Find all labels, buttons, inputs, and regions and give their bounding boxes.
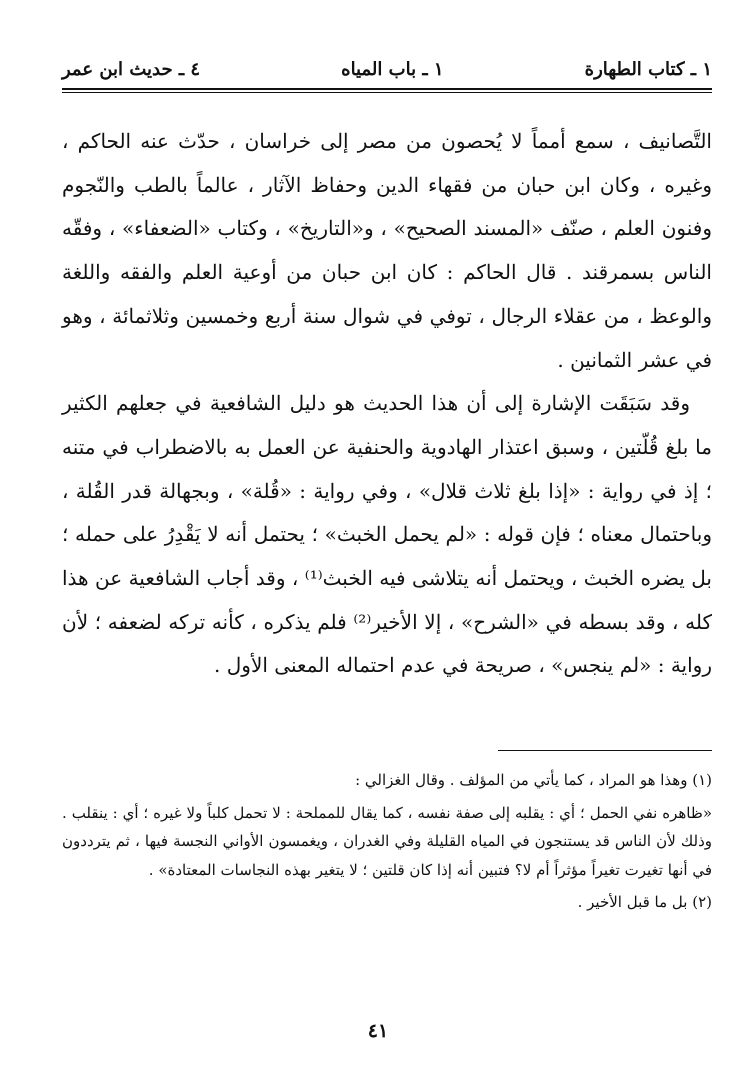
body-paragraph-2: وقد سَبَقَت الإشارة إلى أن هذا الحديث هو دليل الشافعية في جعلهم الكثير ما بلغ قُلّتين ، وسبق اعتذار الهادوية والحنفية عن العمل به بالاضطراب في متنه ؛ إذ في رواية : «إذا بلغ ثلاث قلال» ، وفي رواية : «قُلة» ، وبجهالة قدر القُلة ، وباحتمال معناه ؛ فإن قوله : «لم يحمل الخبث» ؛ يحتمل أنه لا يَقْدِرُ على حمله ؛ بل يضره الخبث ، ويحتمل أنه يتلاشى فيه الخبث⁽¹⁾ ، وقد أجاب الشافعية عن هذا كله ، وقد بسطه في «الشرح» ، إلا الأخير⁽²⁾ فلم يذكره ، كأنه تركه لضعفه ؛ لأن رواية : «لم ينجس» ، صريحة في عدم احتماله المعنى الأول . (62, 391, 712, 678)
header-divider (62, 88, 712, 93)
page-number: ٤١ (367, 1020, 389, 1042)
header-book-title: ١ ـ كتاب الطهارة (584, 58, 712, 80)
header-hadith-title: ٤ ـ حديث ابن عمر (62, 58, 201, 80)
header-chapter-title: ١ ـ باب المياه (341, 58, 444, 80)
running-header (62, 52, 712, 86)
footnote-1-quote: «ظاهره نفي الحمل ؛ أي : يقلبه إلى صفة نفسه ، كما يقال للمملحة : لا تحمل كلباً ولا غيره ؛ أي : ينقلب . وذلك لأن الناس قد يستنجون في المياه القليلة وفي الغدران ، ويغمسون الأواني النجسة فيها ، ثم يترددون في أنها تغيرت تغيراً مؤثراً أم لا؟ فتبين أنه إذا كان قلتين ؛ لا يتغير بهذه النجاسات المعتادة» . (62, 803, 712, 879)
footnote-divider (498, 750, 712, 751)
footnote-1-intro: (١) وهذا هو المراد ، كما يأتي من المؤلف . وقال الغزالي : (355, 771, 712, 789)
footnotes (62, 766, 712, 917)
main-text (62, 120, 712, 688)
footnote-2: (٢) بل ما قبل الأخير . (577, 893, 712, 911)
body-paragraph-1: التَّصانيف ، سمع أمماً لا يُحصون من مصر إلى خراسان ، حدّث عنه الحاكم ، وغيره ، وكان ابن حبان من فقهاء الدين وحفاظ الآثار ، عالماً بالطب والنّجوم وفنون العلم ، صنّف «المسند الصحيح» ، و«التاريخ» ، وكتاب «الضعفاء» ، وفقّه الناس بسمرقند . قال الحاكم : كان ابن حبان من أوعية العلم والفقه واللغة والوعظ ، من عقلاء الرجال ، توفي في شوال سنة أربع وخمسين وثلاثمائة ، وهو في عشر الثمانين . (62, 129, 712, 372)
